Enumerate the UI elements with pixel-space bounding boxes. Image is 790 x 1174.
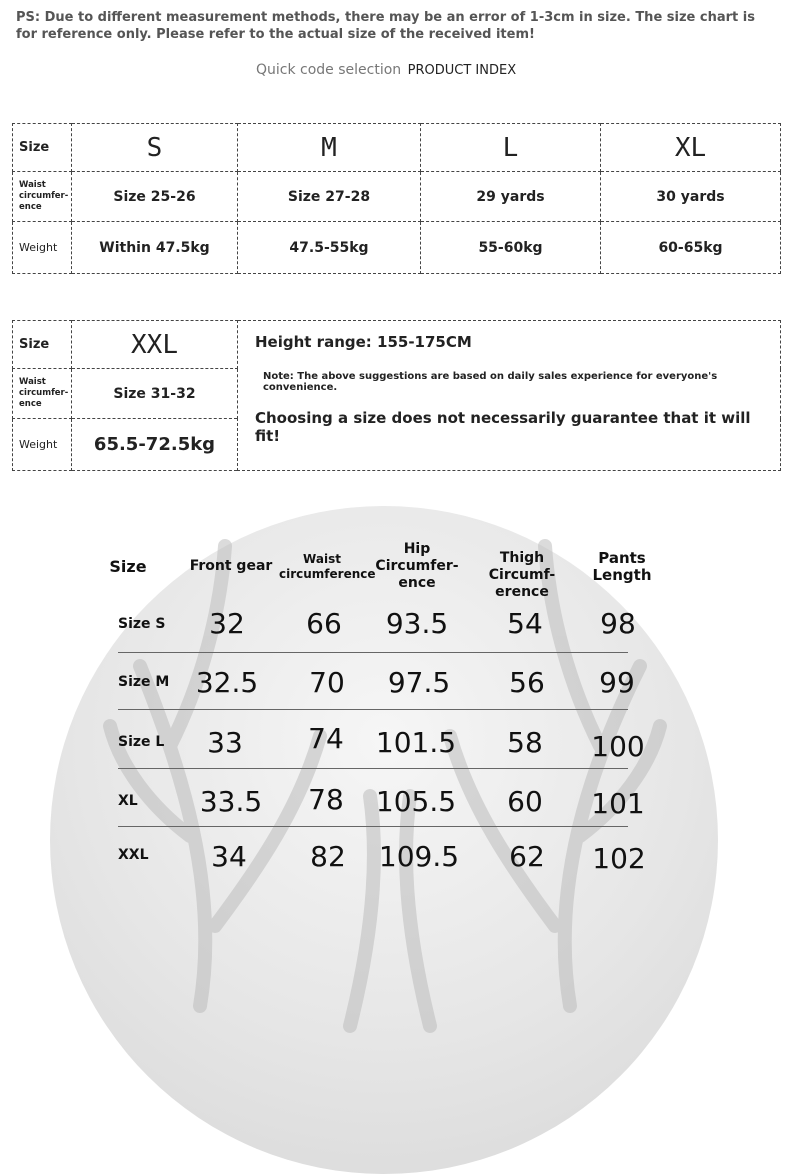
xxl-size-label: Size [13, 321, 72, 369]
waist-l: 29 yards [421, 172, 601, 222]
front-gear-l: 33 [207, 726, 243, 759]
weight-label: Weight [13, 222, 72, 274]
waist-m: Size 27-28 [238, 172, 421, 222]
product-index-label: PRODUCT INDEX [407, 63, 517, 78]
pants-xl: 101 [591, 787, 645, 820]
weight-s: Within 47.5kg [72, 222, 238, 274]
waist-s: Size 25-26 [72, 172, 238, 222]
header-thigh: Thigh Circumf-erence [488, 550, 556, 600]
row-size-s: Size S [118, 616, 166, 632]
waist-xl: 78 [308, 783, 344, 816]
header-front-gear: Front gear [189, 558, 273, 574]
quick-code-heading [256, 62, 516, 78]
row-divider [118, 709, 628, 710]
size-s: S [72, 124, 238, 172]
hip-l: 101.5 [375, 726, 457, 759]
size-xl: XL [601, 124, 781, 172]
row-size-m: Size M [118, 674, 170, 690]
weight-xxl: 65.5-72.5kg [72, 419, 238, 471]
header-hip: Hip Circumfer-ence [375, 541, 459, 591]
quick-code-label: Quick code selection [256, 62, 402, 78]
weight-xl: 60-65kg [601, 222, 781, 274]
weight-m: 47.5-55kg [238, 222, 421, 274]
weight-row [13, 222, 781, 274]
waist-row [13, 172, 781, 222]
size-l: L [421, 124, 601, 172]
pants-xxl: 102 [592, 842, 646, 875]
hip-xxl: 109.5 [378, 840, 460, 873]
pants-s: 98 [600, 607, 636, 640]
suggestion-note: Note: The above suggestions are based on daily sales experience for everyone's convenience. [263, 371, 718, 393]
row-size-xl: XL [118, 793, 138, 809]
row-divider [118, 826, 628, 827]
row-divider [118, 652, 628, 653]
thigh-s: 54 [507, 607, 543, 640]
size-label: Size [13, 124, 72, 172]
weight-l: 55-60kg [421, 222, 601, 274]
xxl-size-table [12, 320, 781, 471]
waist-xxl-measure: 82 [310, 840, 346, 873]
size-row [13, 124, 781, 172]
front-gear-s: 32 [209, 607, 245, 640]
front-gear-xxl: 34 [211, 840, 247, 873]
fit-note-panel [238, 321, 781, 471]
waist-m: 70 [309, 666, 345, 699]
fit-caution: Choosing a size does not necessarily guarantee that it will fit! [255, 409, 751, 445]
xxl-waist-label: Waist circumfer-ence [13, 369, 72, 419]
hip-xl: 105.5 [375, 785, 457, 818]
header-size: Size [109, 557, 147, 576]
waist-xl: 30 yards [601, 172, 781, 222]
waist-s: 66 [306, 607, 342, 640]
hip-m: 97.5 [387, 666, 451, 699]
hip-s: 93.5 [385, 607, 449, 640]
height-range: Height range: 155-175CM [255, 333, 472, 351]
thigh-xxl: 62 [509, 840, 545, 873]
pants-l: 100 [591, 730, 645, 763]
pants-m: 99 [599, 666, 635, 699]
front-gear-xl: 33.5 [199, 785, 263, 818]
thigh-xl: 60 [507, 785, 543, 818]
xxl-weight-label: Weight [13, 419, 72, 471]
size-m: M [238, 124, 421, 172]
measurement-notice: PS: Due to different measurement methods, there may be an error of 1-3cm in size. The size chart is for reference only. Please refer to the actual size of the received item! [16, 10, 755, 42]
row-size-l: Size L [118, 734, 165, 750]
waist-label: Waist circumfer-ence [13, 172, 72, 222]
thigh-l: 58 [507, 726, 543, 759]
row-size-xxl: XXL [118, 847, 149, 863]
header-pants-length: Pants Length [592, 549, 652, 584]
thigh-m: 56 [509, 666, 545, 699]
waist-xxl: Size 31-32 [72, 369, 238, 419]
size-chart-table [12, 123, 781, 274]
waist-l: 74 [308, 722, 344, 755]
header-waist: Waist circumference [279, 552, 376, 581]
row-divider [118, 768, 628, 769]
xxl-size-row [13, 321, 781, 369]
size-xxl: XXL [72, 321, 238, 369]
front-gear-m: 32.5 [195, 666, 259, 699]
